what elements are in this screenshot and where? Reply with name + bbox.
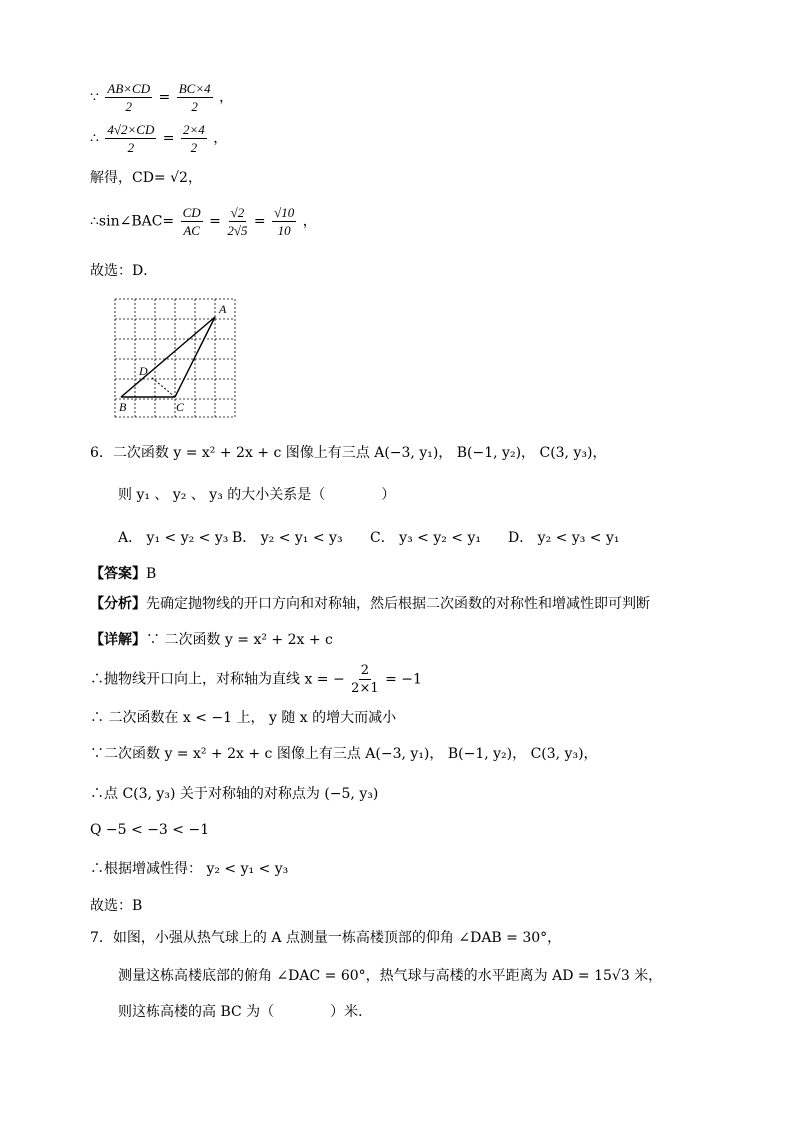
q6-answer: 【答案】B [90, 566, 157, 582]
triangle-grid-figure [113, 297, 243, 426]
sol5-line-2: ∴ $\frac{4√2\times CD}{2}$ = $\frac{2\times 4}{2}$ ， [90, 122, 228, 155]
fraction: $\frac{√10}{10}$ [274, 205, 295, 238]
label-a: A [219, 302, 227, 316]
label-c: C [176, 400, 185, 414]
label-d: D [139, 364, 148, 378]
q6-choice-b: B． y₂ < y₁ < y₃ [232, 530, 343, 546]
q6-stem: 6．二次函数 y = x² + 2x + c 图像上有三点 A(−3, y₁)， B(−1, y₂)， C(3, y₃)， [90, 445, 607, 461]
q6-detail-2: ∴抛物线开口向上，对称轴为直线 x = − $\frac{2}{2\times 1}$ = −1 [90, 663, 422, 696]
fraction: $\frac{AB\times CD}{2}$ [107, 81, 151, 114]
fraction: $\frac{4√2\times CD}{2}$ [107, 122, 155, 155]
sol5-answer: 故选：D． [90, 263, 158, 279]
q7-stem-1: 7．如图，小强从热气球上的 A 点测量一栋高楼顶部的仰角 ∠DAB = 30°， [90, 930, 562, 946]
q6-detail-4: ∵二次函数 y = x² + 2x + c 图像上有三点 A(−3, y₁)， B(−1, y₂)， C(3, y₃)， [90, 746, 598, 762]
q6-stem-2: 则 y₁ 、 y₂ 、 y₃ 的大小关系是（ ） [118, 487, 396, 503]
q6-choice-d: D． y₂ < y₃ < y₁ [508, 530, 620, 546]
grid-svg [113, 297, 243, 422]
q6-choice-c: C． y₃ < y₂ < y₁ [370, 530, 481, 546]
label-b: B [119, 400, 127, 414]
q7-stem-2: 测量这栋高楼底部的俯角 ∠DAC = 60°，热气球与高楼的水平距离为 AD = 15√3 米， [118, 968, 663, 984]
sol5-line-1: ∵ $\frac{AB\times CD}{2}$ = $\frac{BC\times 4}{2}$ ， [90, 81, 234, 114]
q6-final: 故选：B [90, 898, 143, 914]
fraction: $\frac{2\times 4}{2}$ [182, 122, 205, 155]
sol5-line-3: 解得，CD= √2， [90, 170, 202, 186]
sol5-line-4: ∴sin∠BAC= $\frac{CD}{AC}$ = $\frac{√2}{2√5}$ = $\frac{√10}{10}$ ， [90, 205, 317, 238]
fraction: $\frac{2}{2\times 1}$ [351, 663, 379, 696]
q6-choice-a: A． y₁ < y₂ < y₃ [118, 530, 229, 546]
q6-detail-5: ∴点 C(3, y₃) 关于对称轴的对称点为 (−5, y₃) [90, 786, 379, 802]
grid-lines [115, 299, 235, 417]
q6-detail-6: Q −5 < −3 < −1 [90, 822, 210, 838]
fraction: $\frac{BC\times 4}{2}$ [178, 81, 211, 114]
q6-detail-1: 【详解】∵ 二次函数 y = x² + 2x + c [90, 632, 333, 648]
fraction: $\frac{√2}{2√5}$ [227, 205, 248, 238]
fraction: $\frac{CD}{AC}$ [182, 205, 201, 238]
q6-detail-3: ∴ 二次函数在 x < −1 上， y 随 x 的增大而减小 [90, 710, 397, 726]
q6-analysis: 【分析】先确定抛物线的开口方向和对称轴，然后根据二次函数的对称性和增减性即可判断 [90, 596, 650, 612]
q6-detail-7: ∴根据增减性得： y₂ < y₁ < y₃ [90, 861, 289, 877]
q7-stem-3: 则这栋高楼的高 BC 为（ ）米． [118, 1004, 373, 1020]
